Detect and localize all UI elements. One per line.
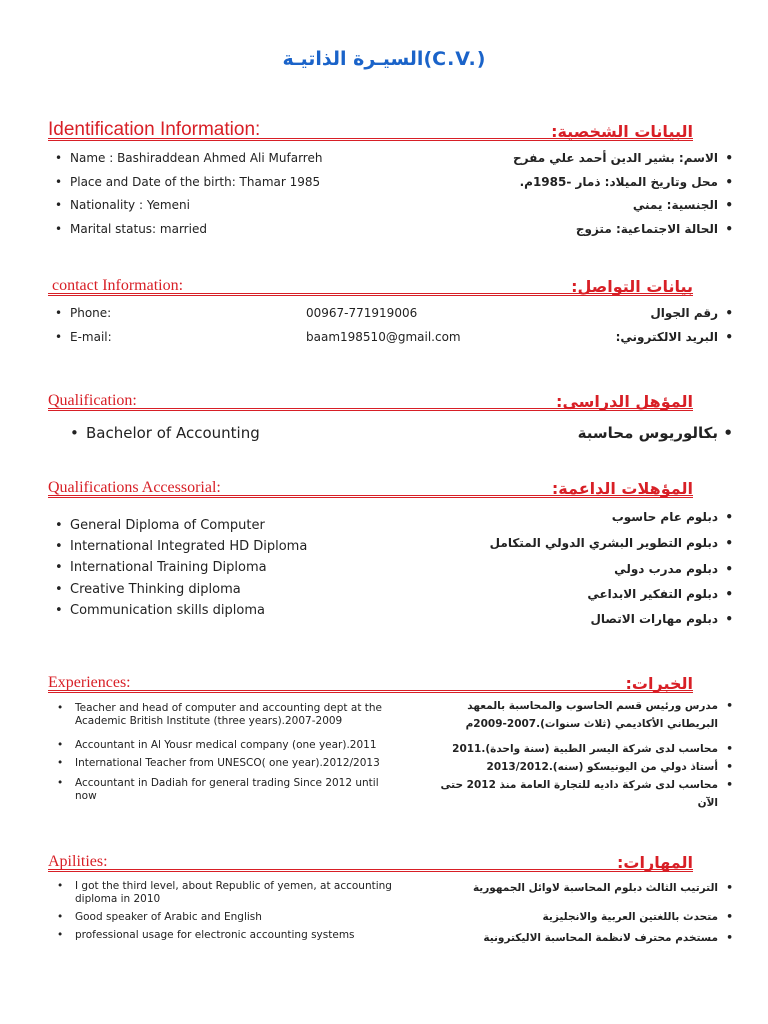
email-value: baam198510@gmail.com bbox=[306, 330, 461, 344]
list-item bbox=[0, 562, 768, 584]
item-ar: • مدرس ورئيس قسم الحاسوب والمحاسبة بالمعهد البريطاني الأكاديمي (ثلاث سنوات).2007-2009م bbox=[418, 697, 718, 733]
section-title-en: Qualification: bbox=[48, 392, 137, 409]
list-item bbox=[0, 612, 768, 634]
section-header-qualification bbox=[48, 390, 693, 411]
list-item bbox=[0, 929, 768, 951]
item-ar: • الاسم: بشير الدين أحمد علي مفرح bbox=[513, 151, 718, 165]
item-en: • Accountant in Al Yousr medical company (one year).2011 bbox=[75, 739, 395, 752]
list-item bbox=[0, 306, 768, 328]
item-en: • E-mail: bbox=[70, 330, 112, 344]
section-title-ar: الخبرات: bbox=[625, 674, 693, 693]
item-ar: • محل وتاريخ الميلاد: ذمار -1985م. bbox=[520, 175, 718, 189]
list-item bbox=[0, 222, 768, 244]
list-item bbox=[0, 175, 768, 197]
item-en: • Place and Date of the birth: Thamar 1985 bbox=[70, 175, 320, 189]
item-ar: • الترتيب الثالث دبلوم المحاسبة لاوائل الجمهورية bbox=[418, 879, 718, 897]
list-item bbox=[0, 776, 768, 816]
item-ar: • البريد الالكتروني: bbox=[616, 330, 718, 344]
list-item bbox=[0, 424, 768, 446]
list-item bbox=[0, 697, 768, 737]
list-item bbox=[0, 330, 768, 352]
item-en: • I got the third level, about Republic of yemen, at accounting diploma in 2010 bbox=[75, 880, 395, 906]
item-ar: • بكالوريوس محاسبة bbox=[578, 424, 718, 442]
section-header-contact bbox=[48, 275, 693, 296]
phone-value: 00967-771919006 bbox=[306, 306, 418, 320]
section-header-abilities bbox=[48, 851, 693, 872]
item-en: • International Integrated HD Diploma bbox=[70, 539, 307, 554]
item-ar: • دبلوم التطوير البشري الدولي المتكامل bbox=[490, 536, 718, 550]
item-en: • International Teacher from UNESCO( one year).2012/2013 bbox=[75, 757, 395, 770]
item-ar: • الجنسية: يمني bbox=[633, 198, 718, 212]
item-ar: • متحدث باللغتين العربية والانجليزية bbox=[418, 908, 718, 926]
item-en: • Creative Thinking diploma bbox=[70, 582, 241, 597]
item-ar: • مستخدم محترف لانظمة المحاسبة الاليكترونية bbox=[418, 929, 718, 947]
list-item bbox=[0, 908, 768, 930]
section-title-en: Identification Information: bbox=[48, 119, 261, 140]
section-title-en: contact Information: bbox=[52, 277, 184, 294]
section-title-en: Apilities: bbox=[48, 853, 108, 870]
item-en: • Accountant in Dadiah for general trading Since 2012 until now bbox=[75, 777, 395, 803]
list-item bbox=[0, 198, 768, 220]
section-title-en: Qualifications Accessorial: bbox=[48, 479, 221, 496]
list-item bbox=[0, 151, 768, 173]
section-header-experiences bbox=[48, 672, 693, 693]
item-en: • Good speaker of Arabic and English bbox=[75, 911, 395, 924]
section-title-ar: المهارات: bbox=[617, 853, 693, 872]
item-en: • professional usage for electronic accounting systems bbox=[75, 929, 395, 942]
item-ar: • دبلوم مدرب دولي bbox=[614, 562, 718, 576]
item-ar: • دبلوم عام حاسوب bbox=[612, 510, 718, 524]
item-ar: • الحالة الاجتماعية: متزوج bbox=[576, 222, 718, 236]
section-title-ar: بيانات التواصل: bbox=[571, 277, 693, 296]
section-header-accessorial bbox=[48, 477, 693, 498]
item-ar: • أستاذ دولي من اليونيسكو (سنه).2013/2012 bbox=[418, 758, 718, 776]
section-title-ar: البيانات الشخصية: bbox=[551, 122, 693, 141]
item-ar: • دبلوم مهارات الاتصال bbox=[591, 612, 718, 626]
item-en: • General Diploma of Computer bbox=[70, 518, 265, 533]
section-header-identification bbox=[48, 120, 693, 141]
item-ar: • محاسب لدى شركة داديه للتجارة العامة منذ 2012 حتى الآن bbox=[418, 776, 718, 812]
section-title-en: Experiences: bbox=[48, 674, 131, 691]
item-ar: • رقم الجوال bbox=[650, 306, 718, 320]
item-en: • Bachelor of Accounting bbox=[86, 424, 260, 442]
item-ar: • محاسب لدى شركة اليسر الطبية (سنة واحدة).2011 bbox=[418, 740, 718, 758]
item-ar: • دبلوم التفكير الابداعي bbox=[587, 587, 718, 601]
section-title-ar: المؤهلات الداعمة: bbox=[551, 479, 693, 498]
item-en: • Communication skills diploma bbox=[70, 603, 265, 618]
list-item bbox=[0, 879, 768, 901]
section-title-ar: المؤهل الدراسي: bbox=[556, 392, 693, 411]
cv-title: السيـرة الذاتيـة(C.V.) bbox=[282, 48, 486, 70]
item-en: • Nationality : Yemeni bbox=[70, 198, 190, 212]
item-en: • Marital status: married bbox=[70, 222, 207, 236]
list-item bbox=[0, 539, 768, 561]
item-en: • International Training Diploma bbox=[70, 560, 267, 575]
item-en: • Name : Bashiraddean Ahmed Ali Mufarreh bbox=[70, 151, 322, 165]
item-en: • Phone: bbox=[70, 306, 111, 320]
item-en: • Teacher and head of computer and accounting dept at the Academic British Institute (three years).2007-2009 bbox=[75, 702, 395, 728]
